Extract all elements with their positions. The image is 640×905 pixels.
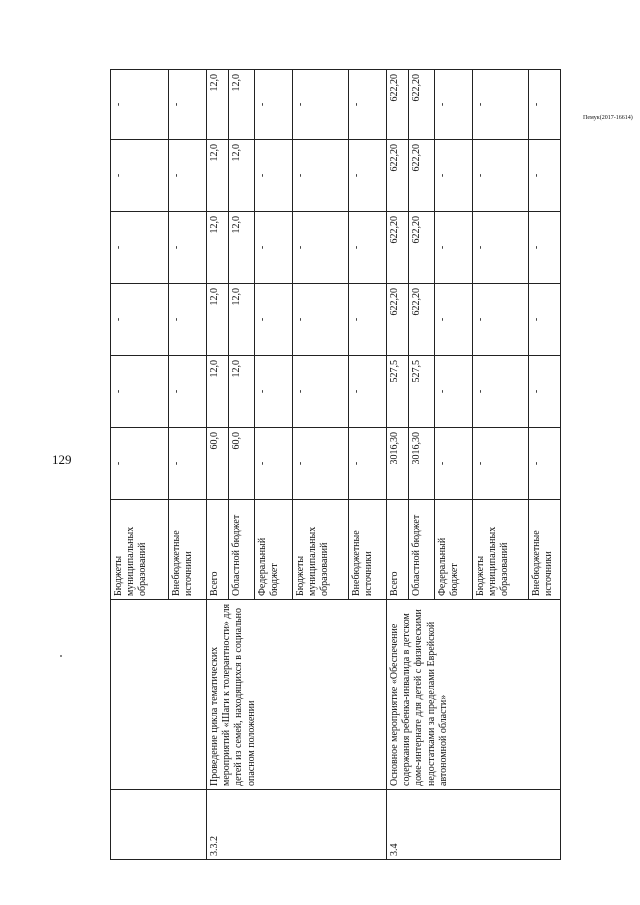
value-cell: - [529, 140, 561, 212]
value-cell: - [473, 428, 529, 500]
value-cell: 12,0 [229, 140, 255, 212]
value-cell: - [349, 356, 387, 428]
funding-source-cell: Всего [387, 500, 409, 600]
value-cell: 60,0 [229, 428, 255, 500]
value-cell: 622,20 [409, 212, 435, 284]
value-cell: - [473, 212, 529, 284]
value-cell: 12,0 [229, 70, 255, 140]
value-cell: - [169, 212, 207, 284]
value-cell: 622,20 [387, 70, 409, 140]
row-number-cell [111, 790, 207, 860]
funding-source-cell: Областной бюджет [229, 500, 255, 600]
value-cell: - [255, 428, 293, 500]
table-row [111, 70, 169, 860]
value-cell: - [255, 70, 293, 140]
value-cell: - [255, 140, 293, 212]
value-cell: - [169, 140, 207, 212]
row-number-cell: 3.3.2 [207, 790, 387, 860]
value-cell: 527,5 [387, 356, 409, 428]
funding-source-cell: Областной бюджет [409, 500, 435, 600]
value-cell: - [473, 284, 529, 356]
value-cell: 622,20 [409, 70, 435, 140]
value-cell: - [111, 212, 169, 284]
value-cell: - [435, 428, 473, 500]
value-cell: - [529, 284, 561, 356]
value-cell: 3016,30 [387, 428, 409, 500]
value-cell: - [111, 140, 169, 212]
value-cell: - [529, 212, 561, 284]
value-cell: 622,20 [409, 140, 435, 212]
funding-source-cell: Бюджеты муниципальных образований [111, 500, 169, 600]
value-cell: 12,0 [229, 284, 255, 356]
rotated-table-container [110, 70, 560, 860]
value-cell: - [111, 356, 169, 428]
value-cell: - [169, 284, 207, 356]
budget-table [110, 69, 561, 860]
value-cell: 60,0 [207, 428, 229, 500]
value-cell: 12,0 [207, 212, 229, 284]
document-reference-code: Пемук(2017-16614) [583, 115, 633, 121]
page-number: 129 [52, 452, 72, 467]
value-cell: - [169, 70, 207, 140]
value-cell: - [111, 70, 169, 140]
value-cell: - [473, 356, 529, 428]
value-cell: - [435, 284, 473, 356]
scan-speck [60, 655, 62, 657]
value-cell: 3016,30 [409, 428, 435, 500]
value-cell: - [169, 428, 207, 500]
value-cell: - [349, 140, 387, 212]
value-cell: - [293, 356, 349, 428]
value-cell: 12,0 [207, 284, 229, 356]
value-cell: - [293, 212, 349, 284]
value-cell: 12,0 [229, 212, 255, 284]
value-cell: - [293, 140, 349, 212]
value-cell: - [473, 140, 529, 212]
value-cell: - [435, 140, 473, 212]
value-cell: - [169, 356, 207, 428]
activity-name-cell: Основное мероприятие «Обеспечение содержания ребенка-инвалида в детском доме-интернате для детей с физическими недостатками за пределами Еврейской автономной области» [387, 600, 561, 790]
value-cell: - [435, 212, 473, 284]
funding-source-cell: Бюджеты муниципальных образований [473, 500, 529, 600]
row-number-cell: 3.4 [387, 790, 561, 860]
table-row [387, 70, 409, 860]
activity-name-cell: Проведение цикла тематических мероприятий «Шаги к толерантности» для детей из семей, находящихся в социально опасном положении [207, 600, 387, 790]
value-cell: 527,5 [409, 356, 435, 428]
funding-source-cell: Всего [207, 500, 229, 600]
value-cell: - [255, 212, 293, 284]
value-cell: - [349, 212, 387, 284]
value-cell: 12,0 [207, 140, 229, 212]
value-cell: - [111, 284, 169, 356]
funding-source-cell: Внебюджетные источники [349, 500, 387, 600]
funding-source-cell: Внебюджетные источники [529, 500, 561, 600]
value-cell: - [293, 428, 349, 500]
value-cell: - [293, 284, 349, 356]
value-cell: 12,0 [207, 70, 229, 140]
value-cell: 622,20 [387, 212, 409, 284]
value-cell: 622,20 [387, 140, 409, 212]
value-cell: - [435, 356, 473, 428]
funding-source-cell: Внебюджетные источники [169, 500, 207, 600]
value-cell: - [293, 70, 349, 140]
value-cell: - [435, 70, 473, 140]
activity-name-cell [111, 600, 207, 790]
value-cell: - [255, 356, 293, 428]
funding-source-cell: Федеральный бюджет [435, 500, 473, 600]
value-cell: - [529, 70, 561, 140]
value-cell: 622,20 [409, 284, 435, 356]
funding-source-cell: Федеральный бюджет [255, 500, 293, 600]
value-cell: - [349, 284, 387, 356]
funding-source-cell: Бюджеты муниципальных образований [293, 500, 349, 600]
value-cell: - [349, 70, 387, 140]
value-cell: - [349, 428, 387, 500]
table-row [207, 70, 229, 860]
value-cell: - [473, 70, 529, 140]
value-cell: 12,0 [229, 356, 255, 428]
value-cell: 622,20 [387, 284, 409, 356]
value-cell: 12,0 [207, 356, 229, 428]
value-cell: - [111, 428, 169, 500]
value-cell: - [529, 428, 561, 500]
value-cell: - [529, 356, 561, 428]
value-cell: - [255, 284, 293, 356]
